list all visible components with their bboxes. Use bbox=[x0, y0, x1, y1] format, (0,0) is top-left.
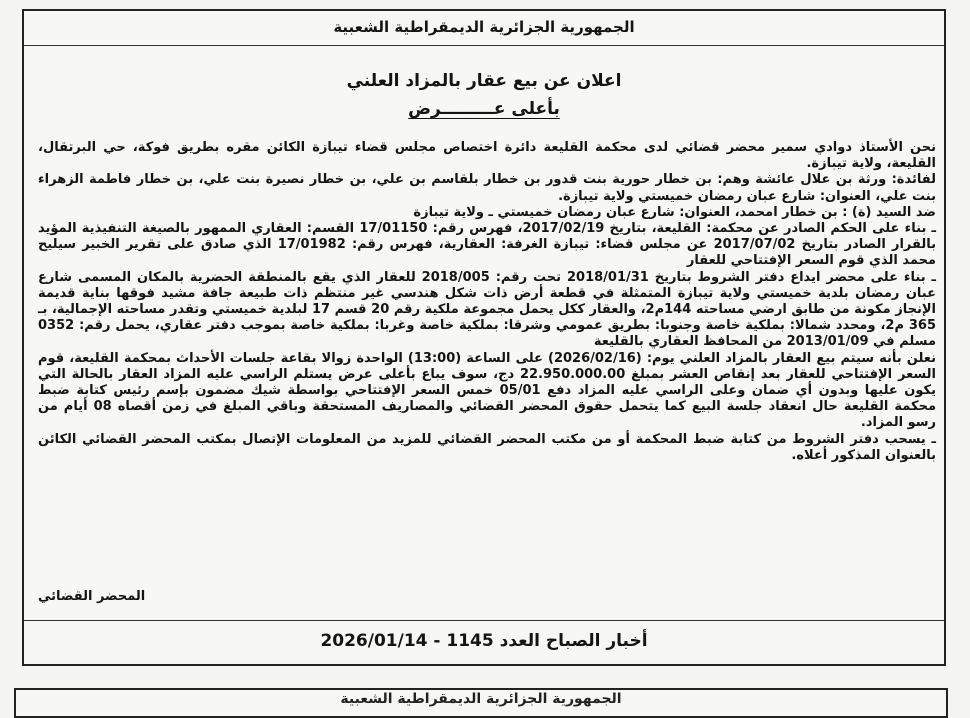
conditions-paragraph: ـ يسحب دفتر الشروط من كتابة ضبط المحكمة أو من مكتب المحضر القضائي للمزيد من المعلومات الإتصال بمكتب المحضر القضائي الكائن بالعنوان المذكور أعلاه. bbox=[38, 431, 936, 463]
beneficiaries-paragraph: لفائدة: ورثة بن علال عائشة وهم: بن خطار حورية بنت قدور بن خطار بلقاسم بن علي، بن خطار نصيرة بنت علي، بن خطار فاطمة الزهراء بنت علي، العنوان: شارع عبان رمضان خميستي ولاية تيبازة. bbox=[38, 172, 936, 204]
bailiff-paragraph: نحن الأستاذ دوادي سمير محضر قضائي لدى محكمة القليعة دائرة اختصاص مجلس قضاء تيبازة الكائن مقره بطريق فوكة، حي البرتقال، القليعة، ولاية تيبازة. bbox=[38, 140, 936, 172]
against-paragraph: ضد السيد (ة) : بن خطار امحمد، العنوان: شارع عبان رمضان خميستي ـ ولاية تيبازة bbox=[413, 204, 936, 220]
notice-subtitle bbox=[24, 99, 944, 119]
signature: المحضر القضائي bbox=[38, 589, 146, 604]
notice-body bbox=[38, 140, 936, 464]
judgment-paragraph: ـ بناء على الحكم الصادر عن محكمة: القليعة، بتاريخ 2017/02/19، فهرس رقم: 17/01150 القسم: العقاري الممهور بالصيغة التنفيذية المؤيد بالقرار الصادر بتاريخ 2017/07/02 عن مجلس قضاء: تيبازة الغرفة: العقارية، فهرس رقم: 17/01982 الذي صادق على تقرير الخبير سيليح محمد الذي قوم السعر الإفتتاحي للعقار bbox=[38, 221, 936, 269]
auction-notice bbox=[22, 9, 946, 666]
property-paragraph: ـ بناء على محضر ايداع دفتر الشروط بتاريخ 2018/01/31 تحت رقم: 2018/005 للعقار الذي يقع بالمنطقة الحضرية بالمكان المسمى شارع عبان رمضان بلدية خميستي ولاية تيبازة المتمثلة في قطعة أرض ذات شكل هندسي غير منتظم ذات طبيعة جافة مشيد فوقها بناية قديمة الإنجاز مكونة من طابق ارضي مساحته 144م2، والعقار ككل يحمل مجموعة ملكية رقم 20 قسم 17 لبلدية خميستي وتقدر مساحته الإجمالية، بـ 365 م2، ومحدد شمالا: بملكية خاصة وجنوبا: بطريق عمومي وشرقا: بملكية خاصة وغربا: بملكية خاصة بموجب دفتر عقاري، يحمل رقم: 0352 مسلم في 2013/01/09 من المحافظ العقاري بالقليعة bbox=[38, 269, 936, 350]
newspaper-footer: أخبار الصباح العدد 1145 - 2026/01/14 bbox=[24, 620, 944, 664]
republic-header: الجمهورية الجزائرية الديمقراطية الشعبية bbox=[24, 11, 944, 46]
auction-paragraph: نعلن بأنه سيتم بيع العقار بالمزاد العلني يوم: (2026/02/16) على الساعة (13:00) الواحدة زوالا بقاعة جلسات الأحداث بمحكمة القليعة، قوم السعر الإفتتاحي للعقار بعد إنقاص العشر بمبلغ 22.950.000.00 دج، سوف يباع بأعلى عرض يستلم الراسي عليه المزاد العقار بالحالة التي يكون عليها وبدون أي ضمان وعلى الراسي عليه المزاد دفع 05/01 خمس السعر الإفتتاحي بواسطة شيك مضمون بإسم رئيس كتابة ضبط محكمة القليعة حال انعقاد جلسة البيع كما يتحمل حقوق المحضر القضائي والمصاريف المستحقة وباقي المبلغ في زمن أقصاه 08 أيام من رسو المزاد. bbox=[38, 350, 936, 431]
notice-subtitle-text: بأعلى عـــــــــرض bbox=[408, 99, 560, 119]
notice-title: اعلان عن بيع عقار بالمزاد العلني bbox=[346, 71, 622, 91]
next-notice bbox=[14, 688, 948, 718]
next-notice-header: الجمهورية الجزائرية الديمقراطية الشعبية bbox=[340, 691, 622, 707]
